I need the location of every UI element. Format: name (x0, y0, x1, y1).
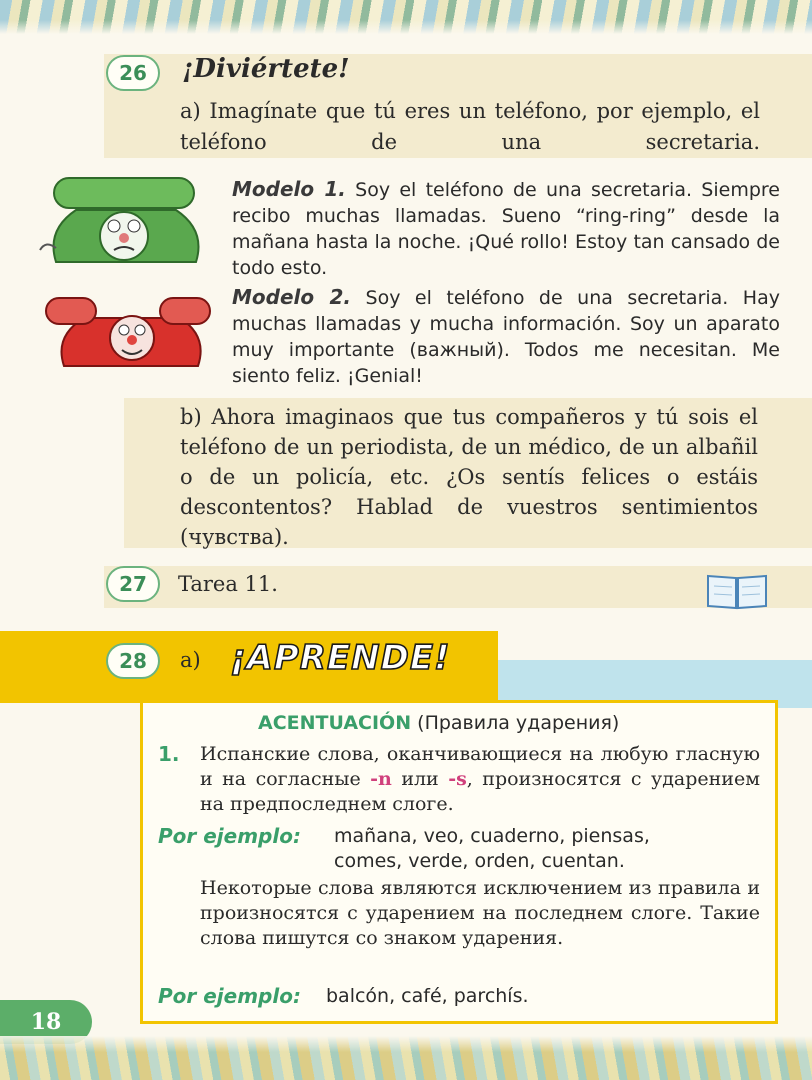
workbook-icon (706, 570, 768, 610)
rule-box-title (258, 712, 619, 734)
rule-or: или (401, 768, 439, 790)
rule-ending-s: -s (448, 768, 467, 790)
bottom-decoration (0, 1036, 812, 1080)
rule-text-part-1: Испанские слова, оканчивающиеся на любую гласную и на согласные (200, 743, 760, 790)
rule-text (200, 742, 760, 817)
example-1-line-2: comes, verde, orden, cuentan. (334, 850, 625, 872)
exercise-26-part-b: b) Ahora imaginaos que tus compañeros y tú sois el teléfono de un periodista, de un médico, de un albañil o de un policía, etc. ¿Os sentís felices o estáis descontentos? Hablad de vuestros sentimientos (чувства). (180, 405, 758, 549)
exercise-27-number: 27 (106, 566, 160, 602)
example-2-text: balcón, café, parchís. (326, 985, 529, 1007)
exercise-26-part-a: a) Imagínate que tú eres un teléfono, por ejemplo, el teléfono de una secretaria. (180, 99, 760, 154)
page-number: 18 (0, 1000, 92, 1044)
exception-text: Некоторые слова являются исключением из правила и произносятся с ударением на последнем слоге. Такие слова пишутся со знаком ударения. (200, 877, 760, 949)
top-decoration (0, 0, 812, 34)
rule-text-part-2: , произносятся с ударением на предпоследнем слоге. (200, 768, 760, 815)
exercise-28-title: ¡APRENDE! (230, 638, 451, 678)
exercise-28-part-label: a) (180, 648, 201, 672)
modelo-2 (232, 284, 780, 389)
exercise-26-number: 26 (106, 55, 160, 91)
modelo-1-text: Soy el teléfono de una secretaria. Siempre recibo muchas llamadas. Sueno “ring-ring” desde la mañana hasta la noche. ¡Qué rollo! Estoy tan cansado de todo esto. (232, 179, 780, 279)
modelo-1 (232, 176, 780, 281)
exercise-27-text: Tarea 11. (178, 572, 278, 596)
modelo-1-label: Modelo 1. (232, 177, 346, 201)
rule-box-title-rest: (Правила ударения) (417, 712, 620, 734)
rule-box-title-bold: ACENTUACIÓN (258, 712, 412, 734)
example-1-label: Por ejemplo: (158, 824, 301, 848)
rule-ending-n: -n (370, 768, 392, 790)
exercise-28-number: 28 (106, 643, 160, 679)
green-phone-illustration (36, 170, 212, 270)
modelo-2-text: Soy el teléfono de una secretaria. Hay muchas llamadas y mucha información. Soy un aparato muy importante (важный). Todos me necesitan. Me siento feliz. ¡Genial! (232, 287, 780, 387)
exercise-26-title: ¡Diviértete! (182, 54, 350, 84)
red-phone-illustration (40, 282, 216, 372)
example-1-line-1: mañana, veo, cuaderno, piensas, (334, 825, 650, 847)
rule-number: 1. (158, 742, 180, 766)
modelo-2-label: Modelo 2. (232, 285, 352, 309)
example-2-label: Por ejemplo: (158, 984, 301, 1008)
